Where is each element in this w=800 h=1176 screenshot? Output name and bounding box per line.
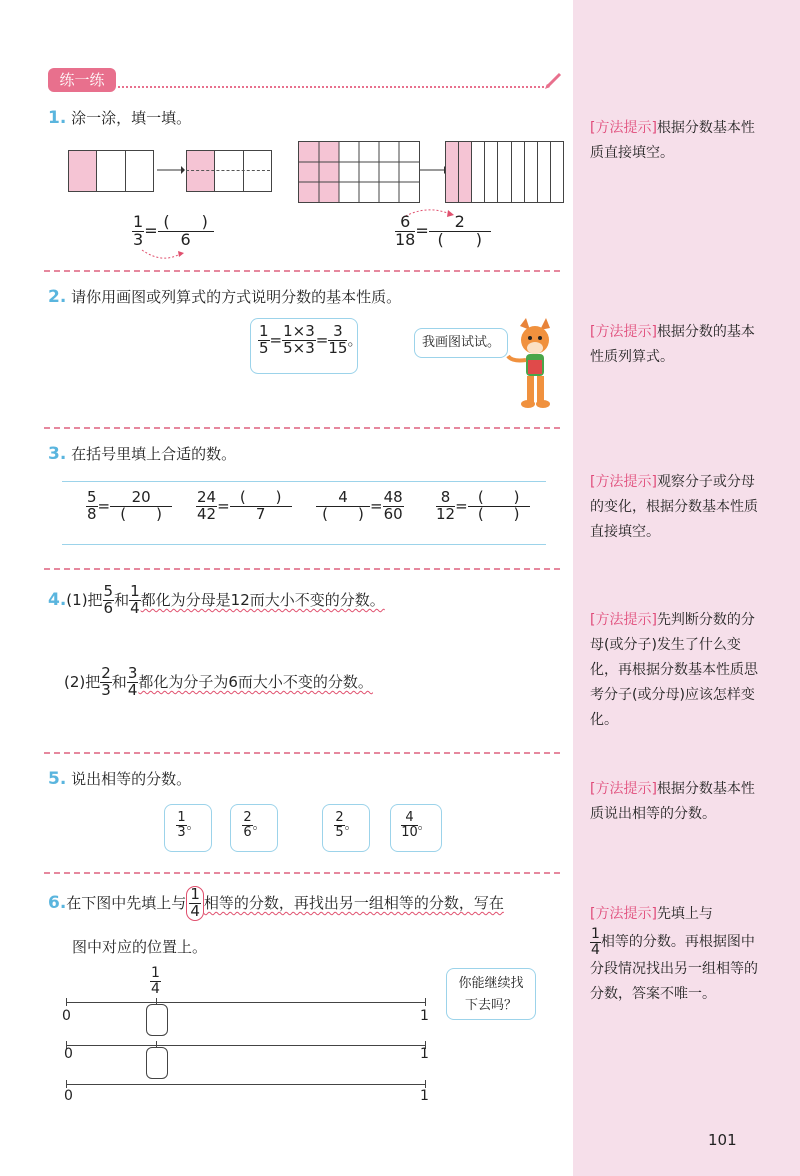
q3-blank-1[interactable]: ( ) bbox=[120, 504, 162, 523]
q3-blank-2[interactable]: ( ) bbox=[230, 490, 292, 507]
q2-example-equation: $\frac{1}{5}$ = $\frac{1\times 3}{5\times 3}$ = $\frac{3}{15}$ 。 bbox=[259, 322, 363, 357]
q3-item-2: $\frac{24}{42}$ = $\frac{( )}{7}$ bbox=[196, 490, 292, 523]
q5-card-1: $\frac{1}{3}$ 。 bbox=[164, 804, 212, 852]
q5-prompt: 5. 说出相等的分数。 bbox=[48, 769, 192, 789]
q1-text: 涂一涂，填一填。 bbox=[71, 109, 192, 127]
divider bbox=[44, 872, 560, 874]
q1-prompt bbox=[48, 107, 191, 128]
q1-right-blank[interactable]: ( ) bbox=[437, 229, 483, 249]
hint-1: [方法提示]根据分数基本性质直接填空。 bbox=[590, 120, 755, 161]
q5-card-4: $\frac{4}{10}$ 。 bbox=[390, 804, 442, 852]
q1-bar-sixths[interactable] bbox=[186, 150, 272, 192]
hint-6: [方法提示]先填上与 $\frac{1}{4}$ 相等的分数。再根据图中分段情况找出另一组相等的分数，答案不唯一。 bbox=[590, 906, 758, 1003]
q3-blank-5[interactable]: ( ) bbox=[477, 504, 520, 523]
divider bbox=[44, 270, 560, 272]
q1-grid-18 bbox=[298, 141, 420, 203]
multiply-arrow bbox=[140, 248, 186, 264]
hint-4: [方法提示]先判断分数的分母(或分子)发生了什么变化，再根据分数基本性质思考分子(或分母)应该怎样变化。 bbox=[590, 612, 758, 728]
divider bbox=[44, 427, 560, 429]
number-line-1-blank[interactable] bbox=[146, 1004, 168, 1036]
q1-number: 1. bbox=[48, 108, 67, 128]
hint-2: [方法提示]根据分数的基本性质列算式。 bbox=[590, 324, 755, 365]
q3-blank-4[interactable]: ( ) bbox=[468, 490, 530, 507]
number-line-1 bbox=[66, 1002, 426, 1003]
pencil-icon bbox=[544, 70, 564, 90]
q3-item-4: $\frac{8}{12}$ = $\frac{( )}{( )}$ bbox=[436, 490, 530, 523]
q2-prompt: 2. 请你用画图或列算式的方式说明分数的基本性质。 bbox=[48, 287, 402, 307]
q3-blank-3[interactable]: ( ) bbox=[322, 504, 364, 523]
arrow-right-icon bbox=[155, 162, 185, 178]
q3-item-3: $\frac{4}{( )}$ = $\frac{48}{60}$ bbox=[316, 490, 404, 523]
q6-prompt-line2: 图中对应的位置上。 bbox=[72, 938, 208, 956]
header-rule bbox=[118, 86, 548, 88]
number-line-3 bbox=[66, 1084, 426, 1085]
q1-bar-thirds bbox=[68, 150, 154, 192]
q6-speech-bubble: 你能继续找 下去吗？ bbox=[446, 968, 536, 1020]
divider bbox=[44, 568, 560, 570]
q2-speech-bubble: 我画图试试。 bbox=[414, 328, 508, 358]
section-badge: 练一练 bbox=[48, 68, 116, 92]
q6-quarter-label: $\frac{1}{4}$ bbox=[151, 965, 160, 997]
q1-left-equation: $\frac{1}{3}$ = $\frac{( )}{6}$ bbox=[132, 214, 214, 249]
q4-part-1: 4.(1)把 $\frac{5}{6}$ 和 $\frac{1}{4}$ 都化为分母是12而大小不变的分数。 bbox=[48, 582, 385, 617]
fox-mascot-icon bbox=[506, 318, 566, 414]
q1-right-equation: $\frac{6}{18}$ = $\frac{2}{( )}$ bbox=[395, 214, 491, 249]
divider bbox=[44, 752, 560, 754]
hint-3: [方法提示]观察分子或分母的变化，根据分数基本性质直接填空。 bbox=[590, 474, 758, 540]
q6-prompt: 6.在下图中先填上与 $\frac{1}{4}$ 相等的分数，再找出另一组相等的分数，写在 bbox=[48, 885, 504, 920]
q5-card-3: $\frac{2}{5}$ 。 bbox=[322, 804, 370, 852]
q5-card-2: $\frac{2}{6}$ 。 bbox=[230, 804, 278, 852]
hint-5: [方法提示]根据分数基本性质说出相等的分数。 bbox=[590, 781, 755, 822]
number-line-2 bbox=[66, 1045, 426, 1046]
q4-part-2: (2)把 $\frac{2}{3}$ 和 $\frac{3}{4}$ 都化为分子为6而大小不变的分数。 bbox=[64, 664, 373, 699]
arrow-right-icon bbox=[418, 162, 448, 178]
number-line-2-blank[interactable] bbox=[146, 1047, 168, 1079]
q1-bar-ninths[interactable] bbox=[445, 141, 564, 203]
page-number: 101 bbox=[708, 1131, 737, 1149]
q3-item-1: $\frac{5}{8}$ = $\frac{20}{( )}$ bbox=[86, 490, 172, 523]
q1-left-blank[interactable]: ( ) bbox=[158, 214, 214, 232]
q3-prompt: 3. 在括号里填上合适的数。 bbox=[48, 444, 237, 464]
